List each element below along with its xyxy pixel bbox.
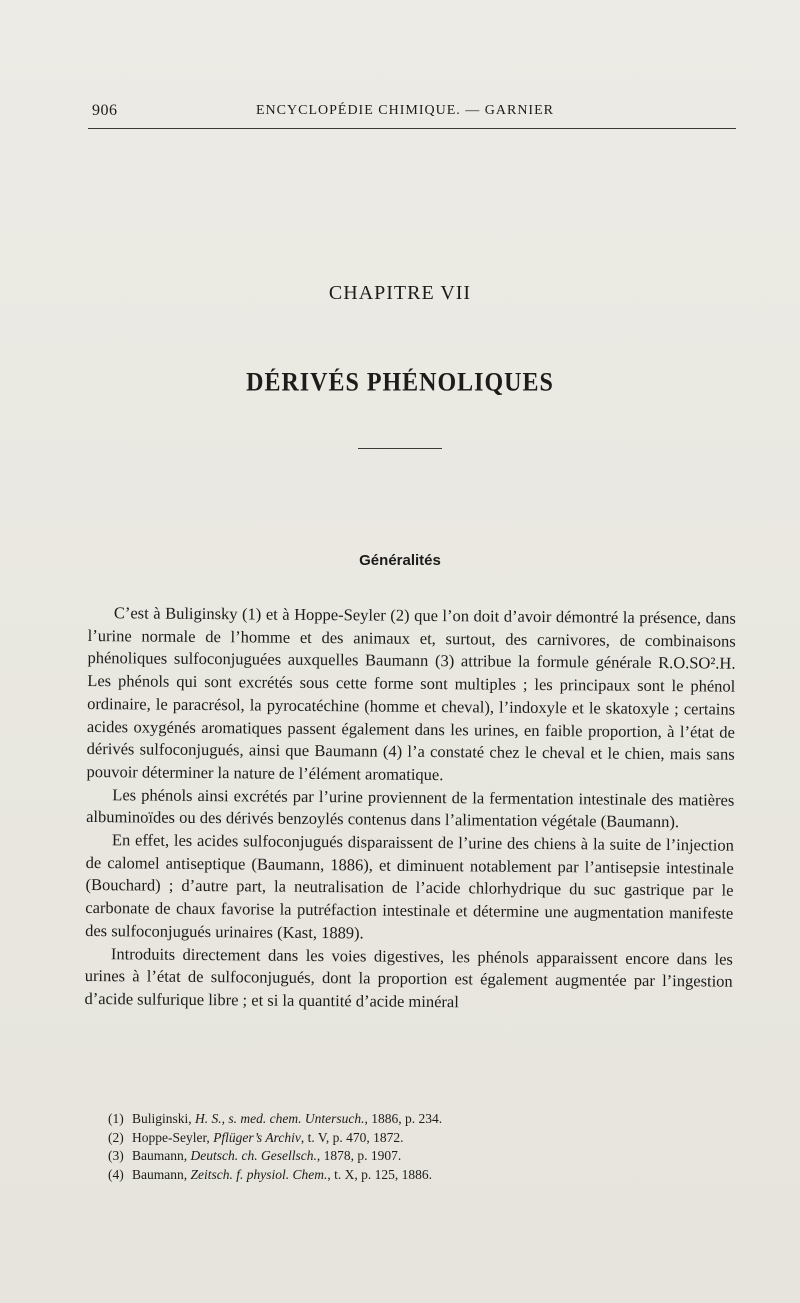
paragraph: Les phénols ainsi excrétés par l’urine proviennent de la fermentation intestinale des matières albuminoïdes ou des dérivés benzoylés contenus dans l’alimentation végétale (Baumann). — [86, 784, 735, 832]
footnote-details: , t. X, p. 125, 1886. — [327, 1166, 432, 1182]
footnote-source: Deutsch. ch. Gesellsch. — [190, 1148, 317, 1164]
footnote-source: H. S., s. med. chem. Untersuch. — [195, 1111, 365, 1126]
page-number: 906 — [92, 102, 118, 119]
footnote — [108, 1166, 738, 1185]
footnote-source: Pflüger’s Archiv — [213, 1129, 301, 1145]
footnote-number: (1) — [108, 1111, 124, 1126]
footnotes — [108, 1110, 738, 1184]
section-title: Généralités — [359, 552, 441, 569]
footnote-number: (4) — [108, 1166, 124, 1182]
footnote-details: , t. V, p. 470, 1872. — [300, 1129, 404, 1145]
footnote-number: (3) — [108, 1148, 124, 1164]
footnote — [108, 1147, 738, 1166]
footnote-details: , 1886, p. 234. — [364, 1111, 443, 1126]
paragraph: C’est à Buliginsky (1) et à Hoppe-Seyler (2) que l’on doit d’avoir démontré la présence, dans l’urine normale de l’homme et des animaux et, surtout, des carnivores, de combinaisons phénoliques sulfoconjuguées auxquelles Baumann (3) attribue la formule générale R.O.SO².H. Les phénols qui sont excrétés sous cette forme sont multiples ; les principaux sont le phénol ordinaire, le paracrésol, la pyrocatéchine (homme et cheval), l’indoxyle et le skatoxyle ; certains acides oxygénés aromatiques passent également dans les urines, en faible proportion, à l’état de dérivés sulfoconjugués, ainsi que Baumann (4) l’a constaté chez le cheval et le chien, mais sans pouvoir déterminer la nature de l’élément aromatique. — [86, 603, 736, 785]
body-text — [84, 602, 736, 1016]
footnote-author: Baumann, — [132, 1148, 191, 1164]
footnote-author: Buliginski, — [132, 1111, 196, 1126]
footnote-number: (2) — [108, 1129, 124, 1145]
footnote-details: , 1878, p. 1907. — [316, 1148, 402, 1164]
footnote-author: Baumann, — [132, 1166, 191, 1182]
paragraph: Introduits directement dans les voies digestives, les phénols apparaissent encore dans les urines à l’état de sulfoconjugués, dont la proportion est également augmentée par l’ingestion d’acide sulfurique libre ; et si la quantité d’acide minéral — [84, 943, 733, 1012]
title-divider — [358, 448, 442, 449]
paragraph: En effet, les acides sulfoconjugués disparaissent de l’urine des chiens à la suite de l’injection de calomel antiseptique (Baumann, 1886), et diminuent notablement par l’antisepsie intestinale (Bouchard) ; d’autre part, la neutralisation de l’acide chlorhydrique du suc gastrique par le carbonate de chaux favorise la putréfaction intestinale et détermine une augmentation manifeste des sulfoconjugués urinaires (Kast, 1889). — [85, 830, 734, 943]
running-header — [88, 100, 738, 122]
chapter-label: CHAPITRE VII — [328, 282, 472, 304]
footnote-source: Zeitsch. f. physiol. Chem. — [190, 1166, 328, 1182]
running-title: ENCYCLOPÉDIE CHIMIQUE. — GARNIER — [256, 103, 554, 118]
footnote-author: Hoppe-Seyler, — [132, 1129, 214, 1145]
header-rule — [88, 128, 736, 129]
footnote — [108, 1110, 738, 1129]
chapter-title: DÉRIVÉS PHÉNOLIQUES — [246, 368, 554, 398]
footnote — [108, 1129, 738, 1148]
